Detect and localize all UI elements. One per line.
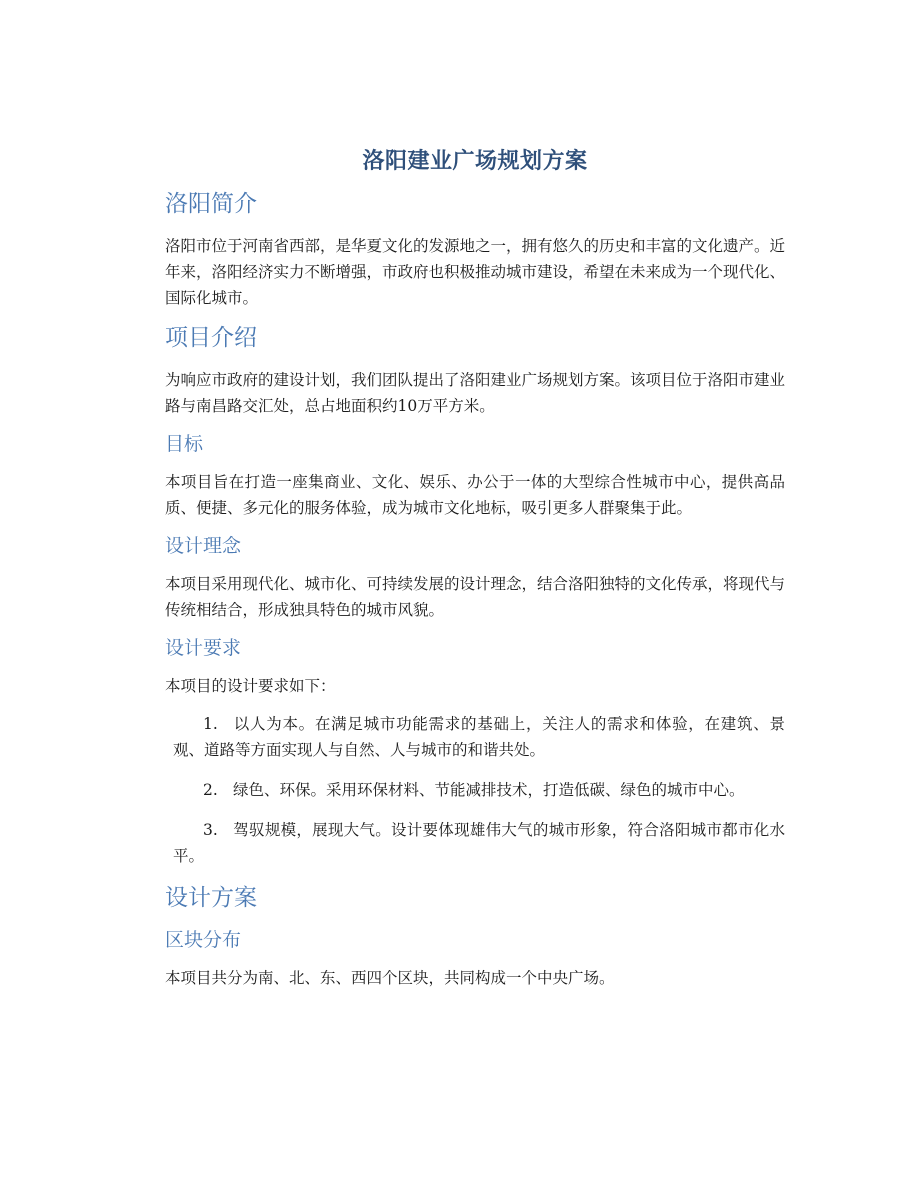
- heading-concept: 设计理念: [165, 535, 242, 557]
- heading-intro: 洛阳简介: [165, 191, 257, 217]
- list-item: [173, 711, 785, 763]
- paragraph-blocks: [165, 965, 785, 991]
- heading-requirements: 设计要求: [165, 637, 242, 659]
- paragraph-project: [165, 367, 785, 419]
- list-item-text: 以人为本。在满足城市功能需求的基础上，关注人的需求和体验，在建筑、景观、道路等方面实现人与自然、人与城市的和谐共处。: [173, 715, 785, 759]
- paragraph-blocks-text: 本项目共分为南、北、东、西四个区块，共同构成一个中央广场。: [165, 969, 615, 987]
- paragraph-intro-text: 洛阳市位于河南省西部，是华夏文化的发源地之一，拥有悠久的历史和丰富的文化遗产。近年来，洛阳经济实力不断增强，市政府也积极推动城市建设，希望在未来成为一个现代化、国际化城市。: [165, 237, 786, 307]
- paragraph-concept: [165, 571, 785, 623]
- heading-project: 项目介绍: [165, 325, 257, 351]
- paragraph-goal: [165, 469, 785, 521]
- document-title: 洛阳建业广场规划方案: [362, 149, 588, 174]
- paragraph-project-text: 为响应市政府的建设计划，我们团队提出了洛阳建业广场规划方案。该项目位于洛阳市建业路与南昌路交汇处，总占地面积约10万平方米。: [165, 371, 786, 415]
- heading-goal: 目标: [165, 433, 204, 455]
- heading-plan: 设计方案: [165, 885, 257, 911]
- heading-blocks: 区块分布: [165, 929, 242, 951]
- list-item-text: 驾驭规模，展现大气。设计要体现雄伟大气的城市形象，符合洛阳城市都市化水平。: [173, 821, 785, 865]
- list-item-number: 3.: [203, 821, 218, 839]
- document-page: [165, 140, 785, 1003]
- list-item: [173, 817, 785, 869]
- paragraph-requirements-intro: [165, 673, 785, 699]
- paragraph-requirements-intro-text: 本项目的设计要求如下：: [165, 677, 336, 695]
- paragraph-goal-text: 本项目旨在打造一座集商业、文化、娱乐、办公于一体的大型综合性城市中心，提供高品质、便捷、多元化的服务体验，成为城市文化地标，吸引更多人群聚集于此。: [165, 473, 785, 517]
- paragraph-concept-text: 本项目采用现代化、城市化、可持续发展的设计理念，结合洛阳独特的文化传承，将现代与传统相结合，形成独具特色的城市风貌。: [165, 575, 786, 619]
- list-item-number: 1.: [203, 715, 218, 733]
- list-item: [173, 777, 785, 803]
- list-item-text: 绿色、环保。采用环保材料、节能减排技术，打造低碳、绿色的城市中心。: [233, 781, 745, 799]
- list-item-number: 2.: [203, 781, 218, 799]
- paragraph-intro: [165, 233, 785, 311]
